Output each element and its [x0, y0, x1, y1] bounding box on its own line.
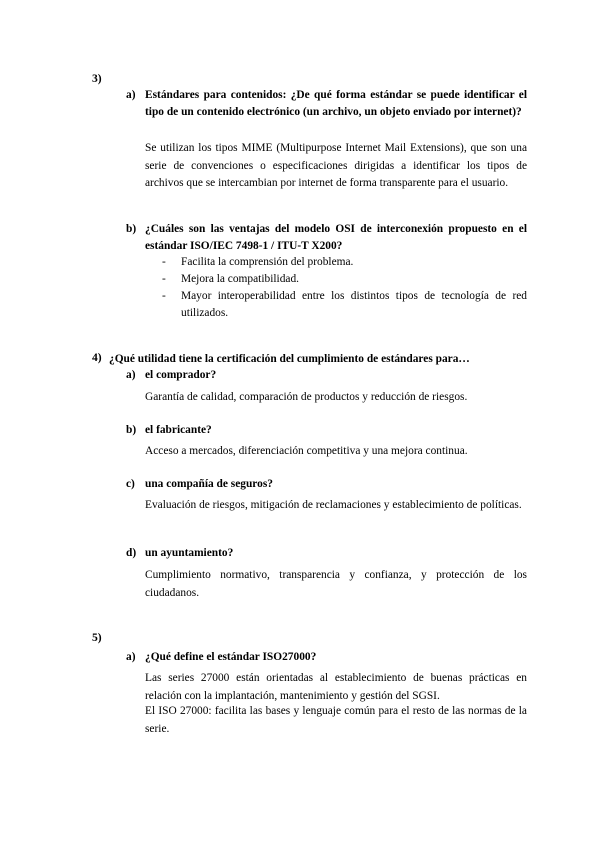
section-4-number: 4)	[92, 351, 102, 364]
list-item	[162, 288, 527, 322]
section-5-number: 5)	[92, 631, 102, 644]
s3-b-question: ¿Cuáles son las ventajas del modelo OSI de interconexión propuesto en el estándar ISO/IEC 7498-1 / ITU-T X200?	[145, 223, 527, 252]
list-item-text: Facilita la comprensión del problema.	[181, 256, 354, 268]
list-item-text: Mejora la compatibilidad.	[181, 273, 299, 285]
s3-a-letter: a)	[126, 89, 136, 101]
list-item	[162, 254, 527, 271]
s3-b-letter: b)	[126, 223, 137, 235]
s4-c-answer: Evaluación de riesgos, mitigación de reclamaciones y establecimiento de políticas.	[145, 499, 522, 511]
s4-c-label: una compañía de seguros?	[145, 478, 273, 490]
s4-question: ¿Qué utilidad tiene la certificación del cumplimiento de estándares para…	[109, 353, 470, 365]
s4-d-answer: Cumplimiento normativo, transparencia y confianza, y protección de los ciudadanos.	[145, 569, 527, 599]
s3-a-question: Estándares para contenidos: ¿De qué forma estándar se puede identificar el tipo de un contenido electrónico (un archivo, un objeto enviado por internet)?	[145, 89, 527, 118]
s4-d-letter: d)	[126, 547, 137, 559]
bullet-dash: -	[162, 273, 166, 285]
s4-d-label: un ayuntamiento?	[145, 547, 234, 559]
s5-a-answer-2: El ISO 27000: facilita las bases y lenguaje común para el resto de las normas de la serie.	[145, 705, 527, 735]
list-item	[162, 271, 527, 288]
s3-b-advantages-list	[162, 254, 527, 322]
s5-a-question: ¿Qué define el estándar ISO27000?	[145, 651, 317, 663]
s5-a-answer-1: Las series 27000 están orientadas al establecimiento de buenas prácticas en relación con la implantación, mantenimiento y gestión del SGSI.	[145, 672, 527, 702]
section-3-number: 3)	[92, 72, 102, 85]
s4-b-label: el fabricante?	[145, 424, 212, 436]
bullet-dash: -	[162, 290, 166, 302]
bullet-dash: -	[162, 256, 166, 268]
s5-a-letter: a)	[126, 651, 136, 663]
s4-a-answer: Garantía de calidad, comparación de productos y reducción de riesgos.	[145, 391, 468, 403]
s4-b-letter: b)	[126, 424, 137, 436]
s4-b-answer: Acceso a mercados, diferenciación competitiva y una mejora continua.	[145, 445, 468, 457]
s4-a-label: el comprador?	[145, 369, 217, 381]
s3-a-answer: Se utilizan los tipos MIME (Multipurpose Internet Mail Extensions), que son una serie de convenciones o especificaciones dirigidas a identificar los tipos de archivos que se intercambian por internet de forma transparente para el usuario.	[145, 142, 527, 189]
s4-c-letter: c)	[126, 478, 135, 490]
list-item-text: Mayor interoperabilidad entre los distintos tipos de tecnología de red utilizados.	[181, 290, 527, 319]
s4-a-letter: a)	[126, 369, 136, 381]
